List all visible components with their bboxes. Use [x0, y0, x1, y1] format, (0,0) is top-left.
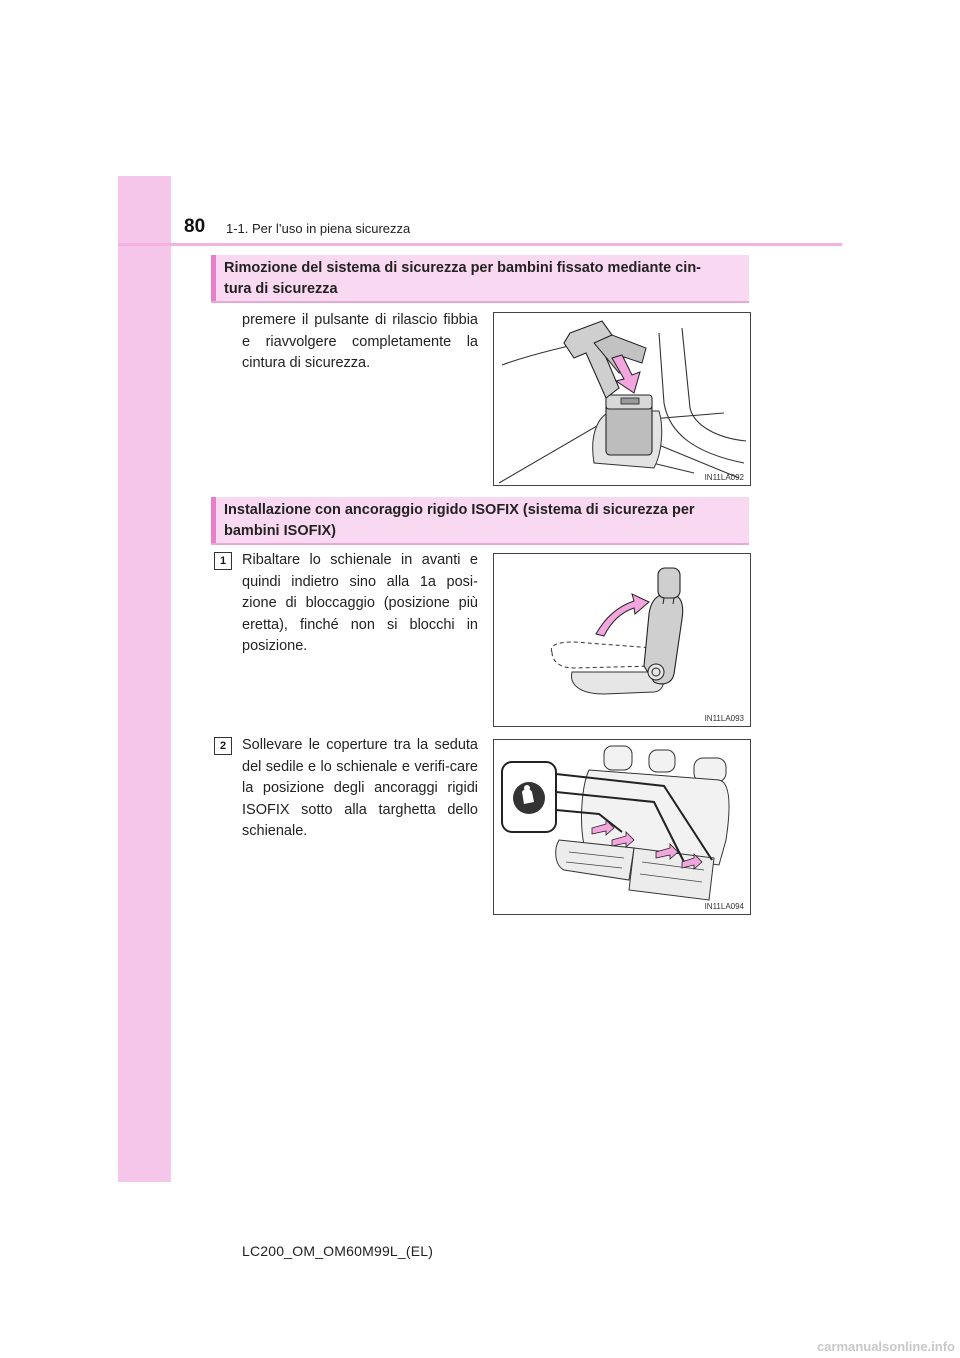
section-title-line-2: bambini ISOFIX)	[224, 523, 336, 539]
section-title-line-1: Installazione con ancoraggio rigido ISOFIX (sistema di sicurezza per	[224, 502, 695, 518]
header-divider	[118, 243, 842, 246]
section-title-line-2: tura di sicurezza	[224, 281, 338, 297]
step-2-text: Sollevare le coperture tra la seduta del sedile e lo schienale e verifi-care la posizione degli ancoraggi rigidi ISOFIX sotto alla targhetta dello schienale.	[242, 737, 478, 839]
step-number-1: 1	[214, 552, 232, 570]
figure-isofix-anchors	[493, 739, 751, 915]
section-banner-isofix	[211, 497, 749, 545]
section-breadcrumb: 1-1. Per l’uso in piena sicurezza	[226, 221, 411, 236]
figure-code: IN11LA092	[704, 473, 744, 482]
figure-code: IN11LA094	[704, 902, 744, 911]
side-tab-bar	[118, 176, 171, 1182]
step-number-2: 2	[214, 737, 232, 755]
section-title-removal	[224, 258, 741, 300]
page-number: 80	[184, 216, 206, 237]
figure-buckle-release	[493, 312, 751, 486]
figure-code: IN11LA093	[704, 714, 744, 723]
buckle-release-illustration	[494, 313, 750, 485]
isofix-anchors-illustration	[494, 740, 750, 914]
section-banner-removal	[211, 255, 749, 303]
step-1-text: Ribaltare lo schienale in avanti e quindi indietro sino alla 1a posi-zione di bloccaggio (posizione più eretta), finché non si blocchi in posizione.	[242, 552, 478, 654]
section-title-isofix	[224, 500, 741, 542]
watermark: carmanualsonline.info	[817, 1339, 955, 1354]
section-title-line-1: Rimozione del sistema di sicurezza per bambini fissato mediante cin-	[224, 260, 702, 276]
removal-instruction: premere il pulsante di rilascio fibbia e riavvolgere completamente la cintura di sicurezza.	[242, 312, 478, 371]
figure-seatback-fold	[493, 553, 751, 727]
document-code: LC200_OM_OM60M99L_(EL)	[242, 1243, 434, 1259]
seatback-fold-illustration	[494, 554, 750, 726]
